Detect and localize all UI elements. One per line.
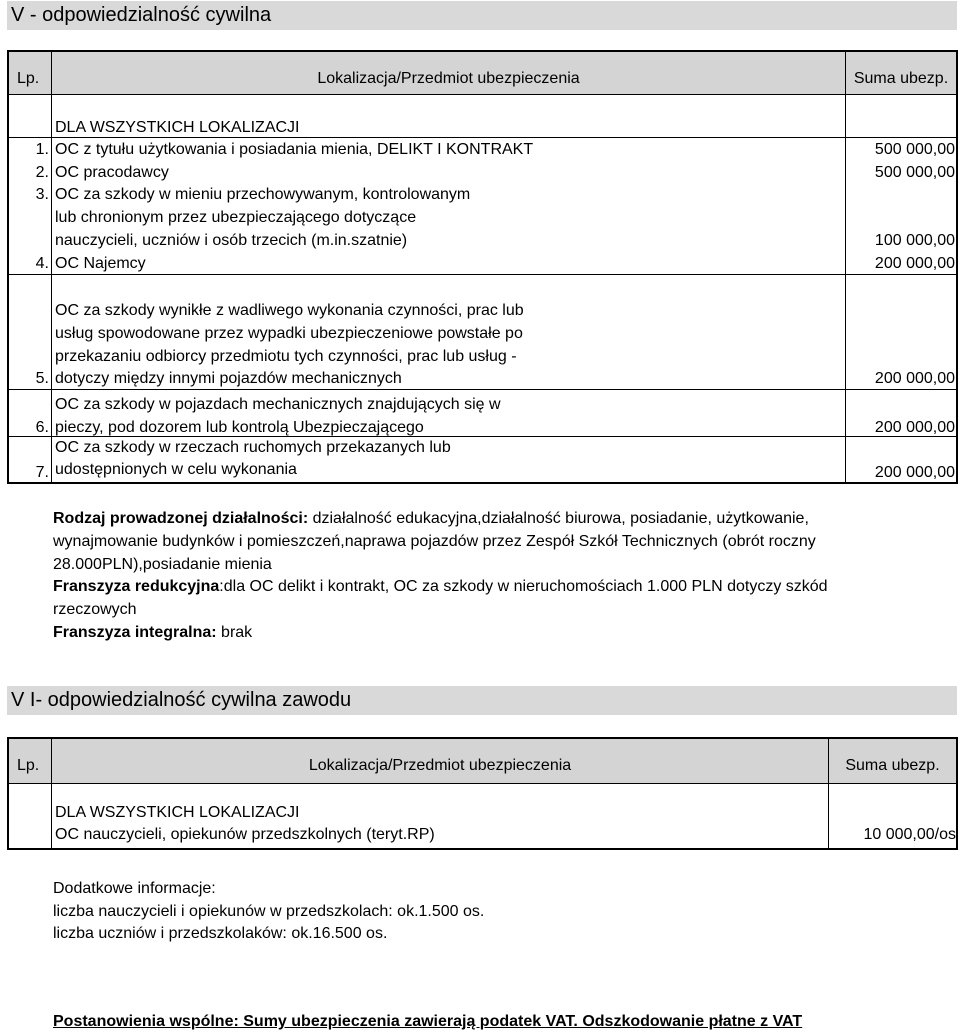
group-title: DLA WSZYSTKICH LOKALIZACJI bbox=[55, 119, 300, 136]
franchise-integral: Franszyza integralna: brak bbox=[53, 624, 253, 641]
row-text: OC Najemcy bbox=[55, 255, 146, 272]
row-lp: 4. bbox=[35, 255, 49, 272]
row-sum: 200 000,00 bbox=[874, 255, 955, 272]
header-lp: Lp. bbox=[17, 70, 40, 87]
row-sum: 200 000,00 bbox=[874, 370, 955, 387]
extra-info-line: liczba uczniów i przedszkolaków: ok.16.500 os. bbox=[53, 925, 388, 942]
row-lp: 5. bbox=[35, 370, 49, 387]
section-6-table bbox=[7, 737, 958, 850]
activity-line-2: wynajmowanie budynków i pomieszczeń,naprawa pojazdów przez Zespół Szkół Technicznych (obrót roczny bbox=[53, 533, 816, 550]
row-sum: 500 000,00 bbox=[874, 141, 955, 158]
extra-info-title: Dodatkowe informacje: bbox=[53, 880, 216, 897]
header-lp: Lp. bbox=[17, 757, 40, 774]
row-sum: 200 000,00 bbox=[874, 419, 955, 436]
header-object: Lokalizacja/Przedmiot ubezpieczenia bbox=[317, 70, 580, 87]
row-text: dotyczy między innymi pojazdów mechanicznych bbox=[55, 370, 402, 387]
row-text: OC za szkody wynikłe z wadliwego wykonania czynności, prac lub bbox=[55, 302, 524, 319]
row-text: OC za szkody w rzeczach ruchomych przekazanych lub bbox=[55, 439, 451, 456]
extra-info-line: liczba nauczycieli i opiekunów w przedszkolach: ok.1.500 os. bbox=[53, 903, 485, 920]
group-title: DLA WSZYSTKICH LOKALIZACJI bbox=[55, 804, 300, 821]
row-text: pieczy, pod dozorem lub kontrolą Ubezpieczającego bbox=[55, 419, 424, 436]
row-text: usług spowodowane przez wypadki ubezpieczeniowe powstałe po bbox=[55, 325, 523, 342]
header-sum: Suma ubezp. bbox=[845, 757, 940, 774]
row-sum: 10 000,00/os bbox=[863, 826, 956, 843]
franchise-reduction: Franszyza redukcyjna:dla OC delikt i kontrakt, OC za szkody w nieruchomościach 1.000 PLN dotyczy szkód bbox=[53, 578, 828, 595]
footer-note: Postanowienia wspólne: Sumy ubezpieczenia zawierają podatek VAT. Odszkodowanie płatne z VAT bbox=[53, 1013, 803, 1030]
section-5-table bbox=[7, 50, 958, 484]
row-lp: 1. bbox=[35, 141, 49, 158]
row-text: OC pracodawcy bbox=[55, 164, 169, 181]
row-sum: 100 000,00 bbox=[874, 232, 955, 249]
activity-line-1: Rodzaj prowadzonej działalności: działalność edukacyjna,działalność biurowa, posiadanie, użytkowanie, bbox=[53, 510, 809, 527]
header-sum: Suma ubezp. bbox=[853, 70, 949, 87]
row-sum: 500 000,00 bbox=[874, 164, 955, 181]
row-lp: 2. bbox=[35, 164, 49, 181]
section-6-title: V I- odpowiedzialność cywilna zawodu bbox=[7, 686, 957, 715]
row-lp: 6. bbox=[35, 419, 49, 436]
row-lp: 7. bbox=[35, 464, 49, 481]
header-object: Lokalizacja/Przedmiot ubezpieczenia bbox=[308, 757, 572, 774]
row-text: udostępnionych w celu wykonania bbox=[55, 461, 297, 478]
row-lp: 3. bbox=[35, 186, 49, 203]
row-text: przekazaniu odbiorcy przedmiotu tych czynności, prac lub usług - bbox=[55, 348, 517, 365]
row-text: OC nauczycieli, opiekunów przedszkolnych (teryt.RP) bbox=[55, 826, 435, 843]
section-5-title: V - odpowiedzialność cywilna bbox=[7, 1, 957, 30]
row-text: OC za szkody w pojazdach mechanicznych znajdujących się w bbox=[55, 396, 501, 413]
row-text: OC z tytułu użytkowania i posiadania mienia, DELIKT I KONTRAKT bbox=[55, 141, 534, 158]
row-sum: 200 000,00 bbox=[874, 464, 955, 481]
row-text: OC za szkody w mieniu przechowywanym, kontrolowanym bbox=[55, 186, 471, 203]
row-text: nauczycieli, uczniów i osób trzecich (m.in.szatnie) bbox=[55, 232, 408, 249]
row-text: lub chronionym przez ubezpieczającego dotyczące bbox=[55, 209, 417, 226]
activity-line-3: 28.000PLN),posiadanie mienia bbox=[53, 556, 272, 573]
franchise-reduction-cont: rzeczowych bbox=[53, 601, 137, 618]
